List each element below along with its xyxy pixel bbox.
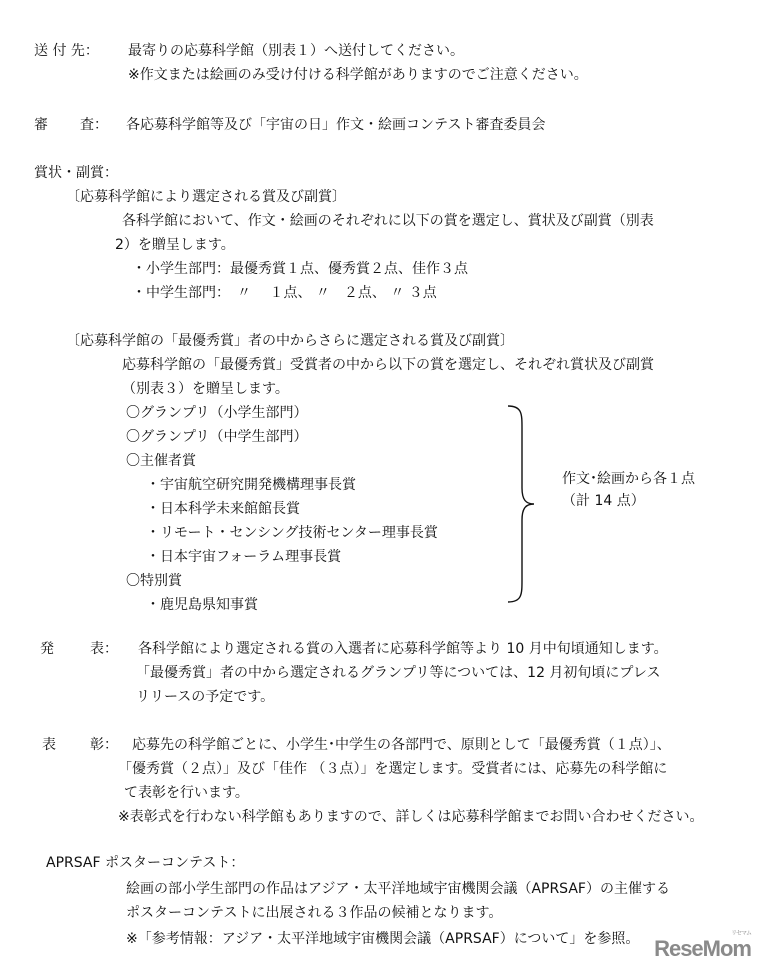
prize-item: 〇主催者賞 bbox=[126, 453, 196, 469]
prize-item: 〇グランプリ（小学生部門） bbox=[126, 405, 308, 421]
watermark-sub: リセマム bbox=[731, 931, 751, 937]
prize-item: ・鹿児島県知事賞 bbox=[146, 597, 258, 613]
send-to-note: ※作文または絵画のみ受け付ける科学館がありますのでご注意ください。 bbox=[128, 67, 588, 83]
ceremony-text: 「優秀賞（２点）」及び「佳作 （３点）」を選定します。受賞者には、応募先の科学館に bbox=[118, 761, 668, 777]
resemom-watermark-logo bbox=[654, 931, 751, 962]
announce-text: 各科学館により選定される賞の入選者に応募科学館等より 10 月中旬頃通知します。 bbox=[138, 641, 668, 657]
send-to-text: 最寄りの応募科学館（別表１）へ送付してください。 bbox=[128, 43, 464, 59]
ceremony-text: て表彰を行います。 bbox=[124, 785, 249, 801]
section2-heading: 〔応募科学館の「最優秀賞」者の中からさらに選定される賞及び副賞〕 bbox=[66, 333, 514, 349]
aprsaf-label: APRSAF ポスターコンテスト： bbox=[46, 855, 245, 871]
review-label-a: 審 bbox=[34, 117, 48, 133]
send-to-label: 送 付 先： bbox=[34, 43, 99, 59]
prize-item: ・日本科学未来館館長賞 bbox=[146, 501, 300, 517]
watermark-text: ReseMom bbox=[654, 936, 751, 961]
ceremony-text: 応募先の科学館ごとに、小学生･中学生の各部門で、原則として「最優秀賞（１点）」、 bbox=[132, 737, 671, 753]
brace-note-total: （計 14 点） bbox=[562, 493, 645, 509]
review-text: 各応募科学館等及び「宇宙の日」作文・絵画コンテスト審査委員会 bbox=[126, 117, 546, 133]
aprsaf-text: 絵画の部小学生部門の作品はアジア・太平洋地域宇宙機関会議（APRSAF）の主催する bbox=[126, 881, 670, 897]
review-label-b: 査： bbox=[80, 117, 108, 133]
elementary-awards: ・小学生部門：最優秀賞１点、優秀賞２点、佳作３点 bbox=[132, 261, 468, 277]
announce-text: 「最優秀賞」者の中から選定されるグランプリ等については、12 月初旬頃にプレス bbox=[136, 665, 661, 681]
prize-item: 〇グランプリ（中学生部門） bbox=[126, 429, 308, 445]
brace-icon bbox=[500, 404, 540, 604]
brace-note: 作文･絵画から各１点 bbox=[562, 471, 695, 487]
section2-text: 応募科学館の「最優秀賞」受賞者の中から以下の賞を選定し、それぞれ賞状及び副賞 bbox=[122, 357, 654, 373]
announce-text: リリースの予定です。 bbox=[136, 689, 275, 705]
announce-label-a: 発 bbox=[40, 641, 54, 657]
aprsaf-note: ※「参考情報：アジア・太平洋地域宇宙機関会議（APRSAF）について」を参照。 bbox=[126, 931, 640, 947]
section1-heading: 〔応募科学館により選定される賞及び副賞〕 bbox=[66, 189, 346, 205]
prize-item: ・宇宙航空研究開発機構理事長賞 bbox=[146, 477, 356, 493]
announce-label-b: 表： bbox=[90, 641, 118, 657]
section2-text-cont: （別表３）を贈呈します。 bbox=[122, 381, 289, 397]
prize-item: 〇特別賞 bbox=[126, 573, 182, 589]
awards-label: 賞状・副賞： bbox=[34, 165, 118, 181]
ceremony-label-b: 彰： bbox=[90, 737, 118, 753]
section1-text: 各科学館において、作文・絵画のそれぞれに以下の賞を選定し、賞状及び副賞（別表 bbox=[122, 213, 654, 229]
ceremony-label-a: 表 bbox=[42, 737, 56, 753]
prize-item: ・リモート・センシング技術センター理事長賞 bbox=[146, 525, 438, 541]
ceremony-note: ※表彰式を行わない科学館もありますので、詳しくは応募科学館までお問い合わせください。 bbox=[118, 809, 704, 825]
aprsaf-text: ポスターコンテストに出展される３作品の候補となります。 bbox=[126, 905, 503, 921]
section1-text-cont: 2）を贈呈します。 bbox=[115, 237, 235, 253]
junior-awards: ・中学生部門： 〃 １点、 〃 ２点、 〃 ３点 bbox=[132, 285, 437, 301]
prize-item: ・日本宇宙フォーラム理事長賞 bbox=[146, 549, 342, 565]
